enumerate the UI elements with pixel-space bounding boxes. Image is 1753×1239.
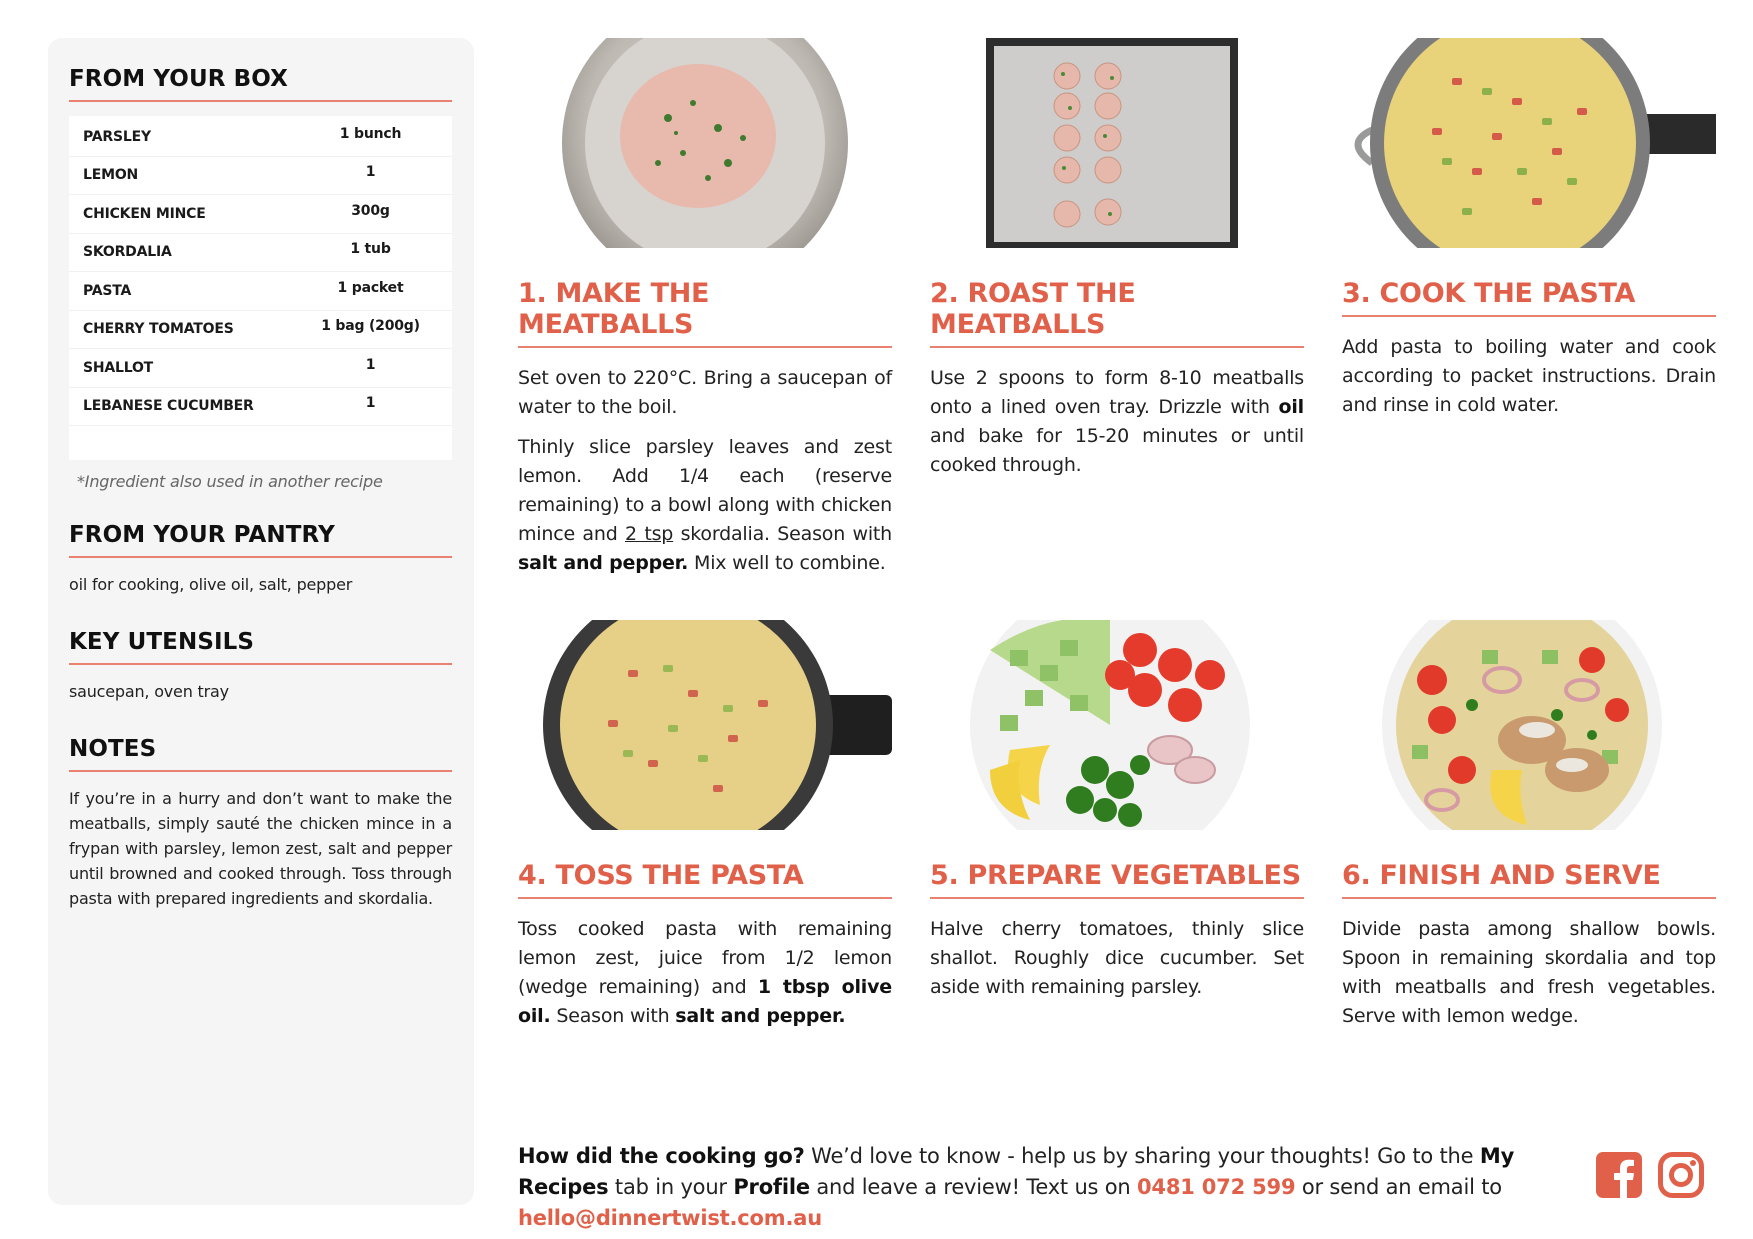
- pantry-text: oil for cooking, olive oil, salt, pepper: [69, 575, 353, 594]
- ingredient-name: PARSLEY: [83, 128, 151, 145]
- table-row: [69, 234, 452, 273]
- table-row: [69, 118, 452, 157]
- ingredient-name: CHICKEN MINCE: [83, 205, 206, 222]
- utensils-title: KEY UTENSILS: [69, 629, 452, 665]
- ingredient-qty: 1: [365, 395, 376, 412]
- step-6-body: [1342, 915, 1716, 1031]
- profile-label: Profile: [733, 1175, 810, 1199]
- mixing-bowl-image: [518, 38, 892, 248]
- instagram-icon[interactable]: [1658, 1152, 1704, 1202]
- step-3-photo: [1342, 38, 1716, 248]
- ingredients-sidebar: [48, 38, 474, 1205]
- ingredient-qty: 1: [365, 356, 376, 373]
- served-dish-image: [1342, 620, 1716, 830]
- ingredient-qty: 1 packet: [337, 279, 404, 296]
- table-row: [69, 195, 452, 234]
- ingredient-qty: 300g: [351, 202, 390, 219]
- step-6-photo: [1342, 620, 1716, 830]
- ingredient-name: LEBANESE CUCUMBER: [83, 398, 254, 415]
- ingredient-name: PASTA: [83, 282, 132, 299]
- ingredient-name: SHALLOT: [83, 359, 154, 376]
- step-4-title: 4. TOSS THE PASTA: [518, 860, 892, 899]
- step-6: [1342, 620, 1716, 1031]
- ingredient-name: SKORDALIA: [83, 244, 172, 261]
- step-3-text-1: Add pasta to boiling water and cook according to packet instructions. Drain and rinse in cold water.: [1342, 336, 1716, 416]
- step-1-photo: [518, 38, 892, 248]
- ingredient-name: LEMON: [83, 167, 139, 184]
- step-2-title: 2. ROAST THE MEATBALLS: [930, 278, 1304, 348]
- colander-pasta-image: [1342, 38, 1716, 248]
- facebook-icon[interactable]: [1596, 1152, 1642, 1202]
- box-title: FROM YOUR BOX: [69, 66, 452, 102]
- step-1-title: 1. MAKE THE MEATBALLS: [518, 278, 892, 348]
- table-row: [69, 272, 452, 311]
- step-1-body: [518, 364, 892, 578]
- step-1: [518, 38, 892, 578]
- step-2: [930, 38, 1304, 480]
- step-1-text-2: Thinly slice parsley leaves and zest lemon. Add 1/4 each (reserve remaining) to a bowl along with chicken mince and 2 tsp skordalia. Season with salt and pepper. Mix well to combine.: [518, 436, 892, 574]
- box-ingredients-table: [69, 116, 452, 460]
- ingredient-qty: 1: [365, 164, 376, 181]
- pantry-title: FROM YOUR PANTRY: [69, 522, 452, 558]
- step-5-body: [930, 915, 1304, 1002]
- step-4-body: [518, 915, 892, 1031]
- ingredient-qty: 1 bunch: [339, 125, 402, 142]
- notes-title: NOTES: [69, 736, 452, 772]
- utensils-text: saucepan, oven tray: [69, 682, 229, 701]
- step-4-photo: [518, 620, 892, 830]
- ingredient-qty: 1 bag (200g): [321, 318, 420, 335]
- step-4-text-1: Toss cooked pasta with remaining lemon zest, juice from 1/2 lemon (wedge remaining) and 1 tbsp olive oil. Season with salt and pepper.: [518, 918, 892, 1027]
- step-5-text-1: Halve cherry tomatoes, thinly slice shallot. Roughly dice cucumber. Set aside with remaining parsley.: [930, 918, 1304, 998]
- step-2-photo: [930, 38, 1304, 248]
- step-6-title: 6. FINISH AND SERVE: [1342, 860, 1716, 899]
- notes-text: If you’re in a hurry and don’t want to make the meatballs, simply sauté the chicken mince in a frypan with parsley, lemon zest, salt and pepper until browned and cooked through. Toss through pasta with prepared ingredients and skordalia.: [69, 789, 452, 908]
- oven-tray-image: [930, 38, 1304, 248]
- step-2-text-1: Use 2 spoons to form 8-10 meatballs onto a lined oven tray. Drizzle with oil and bake for 15-20 minutes or until cooked through.: [930, 367, 1304, 476]
- feedback-footer: How did the cooking go? We’d love to know - help us by sharing your thoughts! Go to the My Recipes tab in your Profile and leave a review! Text us on 0481 072 599 or send an email to hello@dinnertwist.com.au: [518, 1144, 1515, 1230]
- vegetables-plate-image: [930, 620, 1304, 830]
- saucepan-pasta-image: [518, 620, 892, 830]
- ingredient-name: CHERRY TOMATOES: [83, 321, 234, 338]
- step-2-body: [930, 364, 1304, 480]
- step-3-title: 3. COOK THE PASTA: [1342, 278, 1716, 317]
- ingredient-qty: 1 tub: [350, 241, 391, 258]
- phone-link[interactable]: 0481 072 599: [1137, 1175, 1296, 1199]
- step-3: [1342, 38, 1716, 420]
- footnote: *Ingredient also used in another recipe: [77, 472, 383, 491]
- table-row: [69, 388, 452, 427]
- step-5-title: 5. PREPARE VEGETABLES: [930, 860, 1304, 899]
- feedback-question: How did the cooking go?: [518, 1144, 805, 1168]
- step-1-text-1: Set oven to 220°C. Bring a saucepan of water to the boil.: [518, 367, 892, 418]
- step-5: [930, 620, 1304, 1002]
- step-5-photo: [930, 620, 1304, 830]
- table-row: [69, 157, 452, 196]
- table-row: [69, 349, 452, 388]
- table-row: [69, 311, 452, 350]
- step-6-text-1: Divide pasta among shallow bowls. Spoon in remaining skordalia and top with meatballs and fresh vegetables. Serve with lemon wedge.: [1342, 918, 1716, 1027]
- step-4: [518, 620, 892, 1031]
- my-recipes-label: My Recipes: [518, 1144, 1515, 1199]
- email-link[interactable]: hello@dinnertwist.com.au: [518, 1206, 822, 1230]
- step-3-body: [1342, 333, 1716, 420]
